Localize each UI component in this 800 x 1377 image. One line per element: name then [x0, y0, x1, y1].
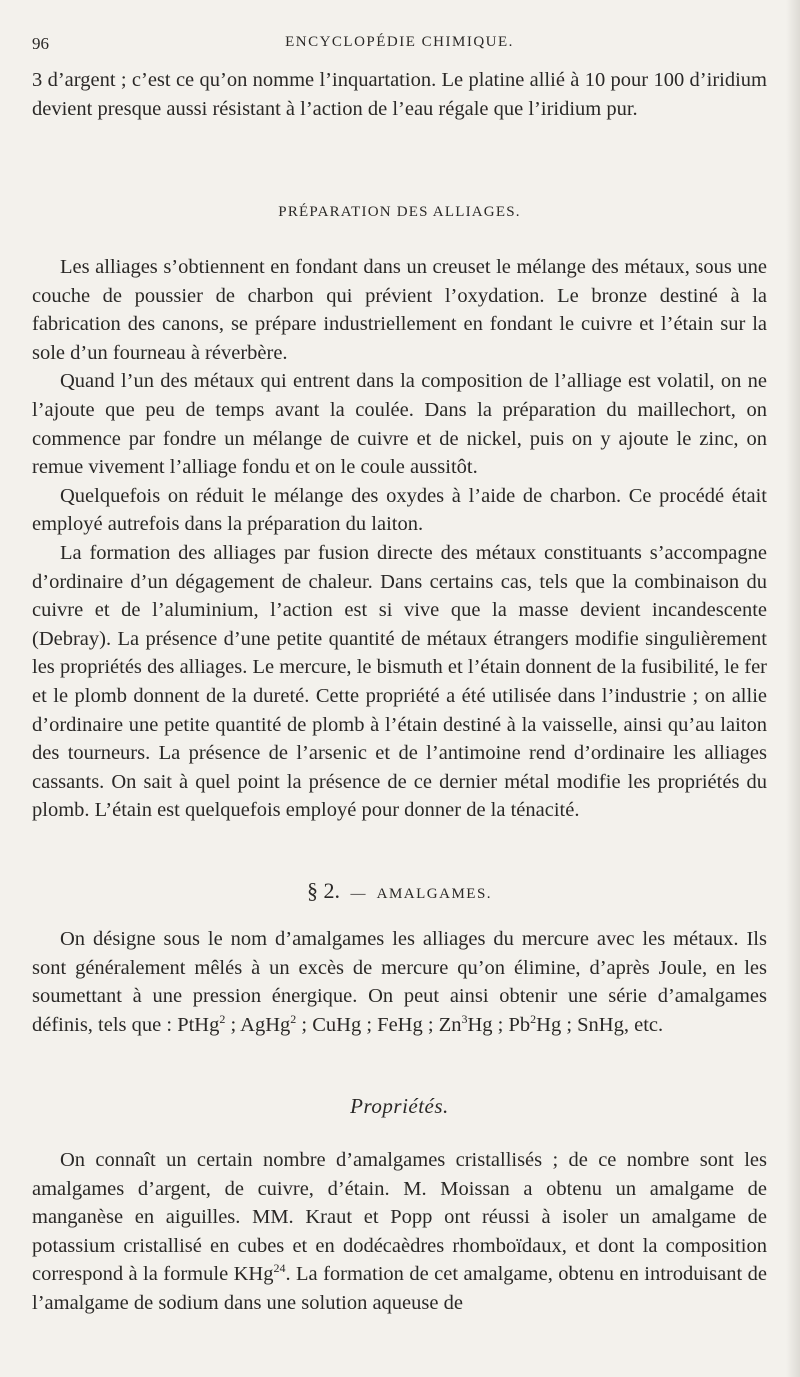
page-edge-shadow [786, 0, 800, 1377]
paragraph: Quelquefois on réduit le mélange des oxydes à l’aide de charbon. Ce procédé était employé autrefois dans la préparation du laiton. [32, 484, 767, 536]
formula-separator: ; [492, 1013, 509, 1036]
formula-superscript: 2 [290, 1011, 297, 1026]
amalgames-body [32, 925, 767, 1039]
paragraph-end: etc. [634, 1013, 664, 1036]
formula-separator: ; [561, 1013, 578, 1036]
formula-superscript: 2 [530, 1011, 537, 1026]
running-header [32, 30, 767, 56]
section-heading-amalgames [32, 878, 767, 904]
subsection-heading-proprietes: Propriétés. [350, 1094, 449, 1118]
paragraph: Les alliages s’obtiennent en fondant dans un creuset le mélange des métaux, sous une couche de poussier de charbon qui prévient l’oxydation. Le bronze destiné à la fabrication des canons, se prépare industriellement en fondant le cuivre et l’étain sur la sole d’un fourneau à réverbère. [32, 256, 767, 364]
page-number: 96 [32, 34, 49, 53]
paragraph: Quand l’un des métaux qui entrent dans la composition de l’alliage est volatil, on ne l’ajoute que peu de temps avant la coulée. Dans la préparation du maillechort, on commence par fondre un mélange de cuivre et de nickel, puis on y ajoute le zinc, on remue vivement l’alliage fondu et on le coule aussitôt. [32, 370, 767, 479]
section-dash: — [350, 886, 367, 902]
section-number: § 2. [306, 878, 340, 903]
formula-base: CuHg [312, 1013, 362, 1036]
running-title: ENCYCLOPÉDIE CHIMIQUE. [285, 34, 514, 50]
formula-base: AgHg [240, 1013, 291, 1036]
paragraph: La formation des alliages par fusion directe des métaux constituants s’accompagne d’ordinaire d’un dégagement de chaleur. Dans certains cas, tels que la combinaison du cuivre et de l’aluminium, l’action est si vive que la masse devient incandescente (Debray). La présence d’une petite quantité de métaux étrangers modifie singulièrement les propriétés des alliages. Le mercure, le bismuth et l’étain donnent de la fusibilité, le fer et le plomb donnent de la dureté. Cette propriété a été utilisée dans l’industrie ; on allie d’ordinaire une petite quantité de plomb à l’étain destiné à la vaisselle, ainsi qu’au laiton des tourneurs. La présence de l’arsenic et de l’antimoine rend d’ordinaire les alliages cassants. On sait à quel point la présence de ce dernier métal modifie les propriétés du plomb. L’étain est quelquefois employé pour donner de la ténacité. [32, 541, 767, 822]
paragraph [32, 1146, 767, 1318]
formula [234, 1263, 286, 1285]
paragraph [32, 925, 767, 1039]
formula-base: KHg [233, 1263, 274, 1286]
formula-base: PtHg [177, 1013, 220, 1036]
paragraph-text: . La formation de cet amalgame, obtenu en introduisant de l’amalgame de sodium dans une solution aqueuse de [32, 1263, 767, 1314]
formula-base: SnHg [577, 1013, 624, 1036]
formula-separator: ; [296, 1013, 313, 1036]
section-title: AMALGAMES. [376, 886, 493, 902]
formula-separator: ; [361, 1013, 378, 1036]
formula-separator: ; [225, 1013, 241, 1036]
intro-paragraph: 3 d’argent ; c’est ce qu’on nomme l’inquartation. Le platine allié à 10 pour 100 d’iridium devient presque aussi résistant à l’action de l’eau régale que l’iridium pur. [32, 69, 767, 120]
formula-separator: ; [422, 1013, 439, 1036]
formula-base: Pb [508, 1013, 531, 1036]
formula-base: FeHg [377, 1013, 423, 1036]
proprietes-body [32, 1146, 767, 1318]
formula-tail: Hg [467, 1013, 493, 1036]
formula-base: Zn [438, 1013, 462, 1036]
formula-separator: , [623, 1013, 635, 1036]
paragraph-text: On désigne sous le nom d’amalgames les alliages du mercure avec les métaux. Ils sont généralement mêlés à un excès de mercure qu’on élimine, d’après Joule, en les soumettant à une pression énergique. On peut ainsi obtenir une série d’amalgames définis, tels que : [32, 928, 767, 1036]
preparation-body [32, 253, 767, 825]
intro-block [32, 66, 767, 123]
formula-list [177, 1011, 635, 1036]
paragraph-text: On connaît un certain nombre d’amalgames cristallisés ; de ce nombre sont les amalgames d’argent, de cuivre, d’étain. M. Moissan a obtenu un amalgame de manganèse en aiguilles. MM. Kraut et Popp ont réussi à isoler un amalgame de potassium cristallisé en cubes et en dodécaèdres rhomboïdaux, et dont la composition correspond à la formule [32, 1149, 767, 1286]
formula [177, 1011, 241, 1036]
formula [508, 1011, 578, 1036]
formula-superscript: 3 [461, 1011, 468, 1026]
formula [438, 1011, 509, 1036]
formula [577, 1014, 634, 1036]
formula [240, 1011, 313, 1036]
formula-tail: Hg [536, 1013, 562, 1036]
formula-superscript: 24 [273, 1261, 286, 1276]
section-heading-preparation: PRÉPARATION DES ALLIAGES. [278, 204, 521, 220]
formula [377, 1014, 439, 1036]
formula [312, 1014, 377, 1036]
formula-superscript: 2 [219, 1011, 226, 1026]
